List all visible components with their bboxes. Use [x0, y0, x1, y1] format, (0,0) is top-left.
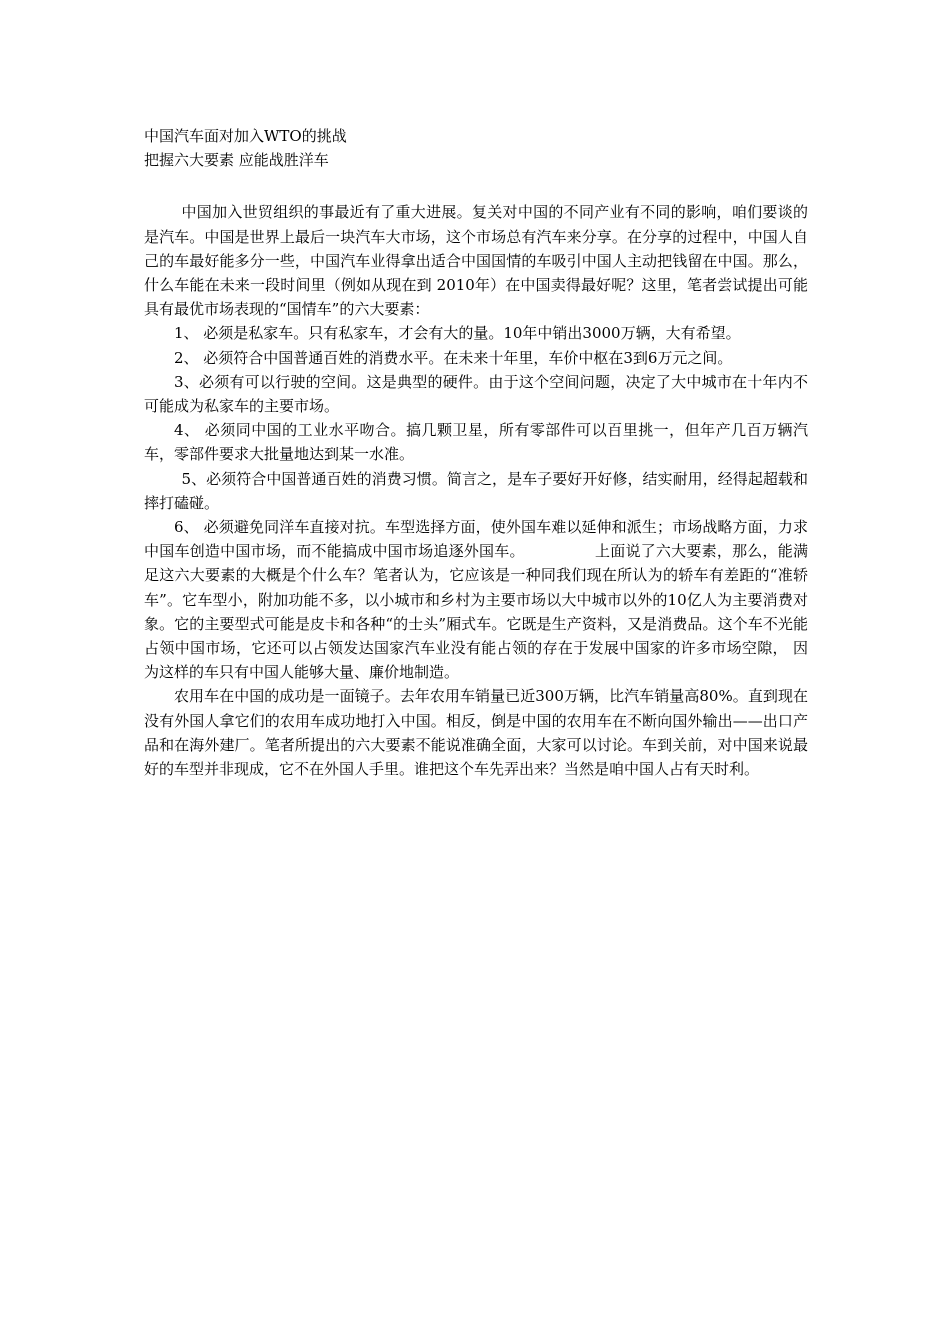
- point-6-paragraph: [144, 515, 808, 684]
- point-2-paragraph: 2、 必须符合中国普通百姓的消费水平。在未来十年里，车价中枢在3到6万元之间。: [174, 348, 733, 367]
- point-4-paragraph: 4、 必须同中国的工业水平吻合。搞几颗卫星，所有零部件可以百里挑一，但年产几百万辆汽车，零部件要求大批量地达到某一水准。: [144, 421, 808, 464]
- article-title: 中国汽车面对加入WTO的挑战: [144, 127, 347, 145]
- document-body: [144, 124, 808, 781]
- blank-line: [144, 172, 808, 200]
- point-5-paragraph: 5、必须符合中国普通百姓的消费习惯。简言之，是车子要好开好修，结实耐用，经得起超载和摔打磕碰。: [144, 469, 808, 512]
- conclusion-paragraph: 农用车在中国的成功是一面镜子。去年农用车销量已近300万辆，比汽车销量高80%。直到现在没有外国人拿它们的农用车成功地打入中国。相反，倒是中国的农用车在不断向国外输出——出口产品和在海外建厂。笔者所提出的六大要素不能说准确全面，大家可以讨论。车到关前，对中国来说最好的车型并非现成，它不在外国人手里。谁把这个车先弄出来？当然是咱中国人占有天时利。: [144, 687, 808, 779]
- point-3-paragraph: 3、必须有可以行驶的空间。这是典型的硬件。由于这个空间问题，决定了大中城市在十年内不可能成为私家车的主要市场。: [144, 372, 808, 416]
- point-1-paragraph: 1、 必须是私家车。只有私家车，才会有大的量。10年中销出3000万辆，大有希望。: [174, 324, 741, 343]
- intro-paragraph: 中国加入世贸组织的事最近有了重大进展。复关对中国的不同产业有不同的影响，咱们要谈的是汽车。中国是世界上最后一块汽车大市场，这个市场总有汽车来分享。在分享的过程中，中国人自己的车最好能多分一些，中国汽车业得拿出适合中国国情的车吸引中国人主动把钱留在中国。那么，什么车能在未来一段时间里（例如从现在到 2010年）在中国卖得最好呢？这里，笔者尝试提出可能具有最优市场表现的“国情车”的六大要素：: [144, 203, 808, 319]
- point-6-text: 6、 必须避免同洋车直接对抗。车型选择方面，使外国车难以延伸和派生；市场战略方面，力求中国车创造中国市场，而不能搞成中国市场追逐外国车。: [144, 518, 808, 561]
- summary-text: 上面说了六大要素，那么，能满足这六大要素的大概是个什么车？笔者认为，它应该是一种同我们现在所认为的轿车有差距的“准轿车”。它车型小，附加功能不多，以小城市和乡村为主要市场以大中城市以外的10亿人为主要消费对象。它的主要型式可能是皮卡和各种“的士头”厢式车。它既是生产资料，又是消费品。这个车不光能占领中国市场，它还可以占领发达国家汽车业没有能占领的存在于发展中国家的许多市场空隙， 因为这样的车只有中国人能够大量、廉价地制造。: [144, 542, 808, 682]
- article-subtitle: 把握六大要素 应能战胜洋车: [144, 151, 329, 170]
